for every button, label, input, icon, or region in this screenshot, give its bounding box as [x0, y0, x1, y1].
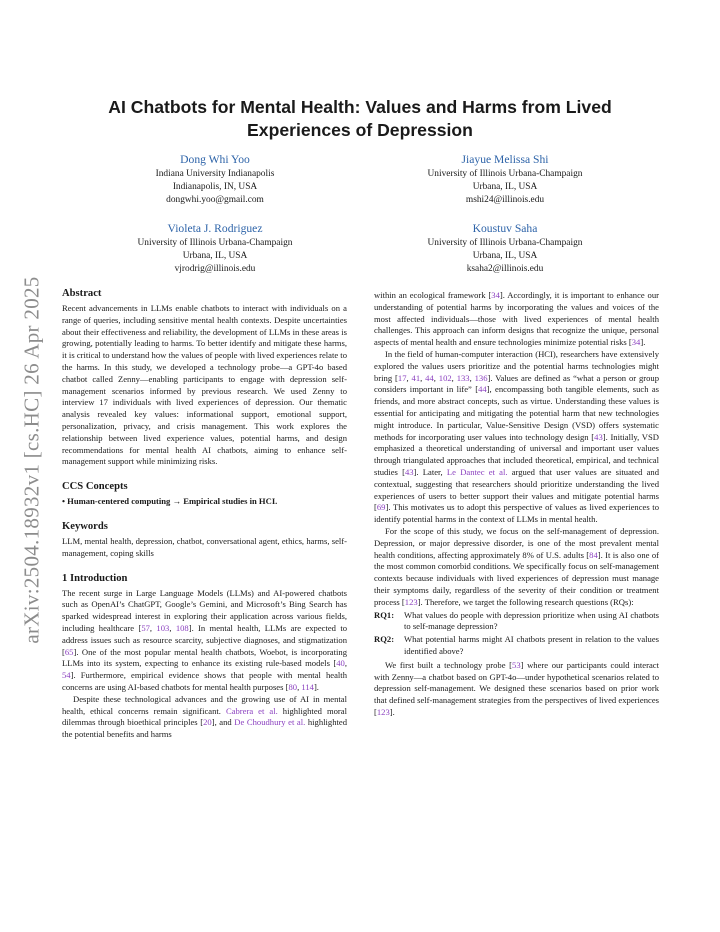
citation-link[interactable]: 54 — [62, 670, 71, 681]
rq-text: What potential harms might AI chatbots present in relation to the values identified above? — [404, 634, 659, 656]
rq-text: What values do people with depression prioritize when using AI chatbots to self-manage depression? — [404, 609, 659, 632]
author-name[interactable]: Dong Whi Yoo — [180, 153, 250, 166]
citation-link[interactable]: 65 — [64, 646, 74, 657]
citation-link[interactable]: 102 — [438, 372, 452, 383]
body-paragraph: within an ecological framework [34]. Accordingly, it is important to enhance our understanding of potential harms by incorporating the values and voices of the most affected individuals—those with lived experiences of mental health challenges. This approach can inform designs that recognize the unique, personal aspects of mental health and ensure technologies minimize potential risks [34]. — [374, 290, 659, 348]
citation-link[interactable]: 20 — [203, 717, 212, 728]
citation-link[interactable]: De Choudhury et al. — [234, 717, 306, 728]
citation-link[interactable]: 17 — [397, 372, 407, 383]
author-affiliation: University of Illinois Urbana-Champaign — [427, 238, 583, 248]
citation-link[interactable]: 84 — [589, 549, 598, 560]
author-name[interactable]: Koustuv Saha — [472, 222, 538, 235]
ccs-text: • Human-centered computing → Empirical studies in HCI. — [62, 496, 278, 507]
abstract-text: Recent advancements in LLMs enable chatbots to interact with individuals on a range of queries, including sensitive mental health contexts. Despite uncertainties about their effectiveness and reliability, the development of LLMs in these areas is growing, potentially leading to harms. To better identify and mitigate these harms, it is critical to understand how the values of people with lived experiences relate to the harms. In this study, we developed a technology probe—a GPT-4o based chatbot called Zenny—enabling participants to engage with depression self-management scenarios informed by previous research. We used Zenny to interview 17 individuals with lived experiences of depression. Our thematic analysis revealed key values: informational support, emotional support, personalization, privacy, and crisis management. This work explores the relationship between lived experience values, potential harms, and design recommendations for mental health AI chatbots, aiming to enhance self-management support while minimizing risks. — [62, 303, 347, 467]
author-email: vjrodrig@illinois.edu — [174, 264, 256, 274]
citation-link[interactable]: 44 — [425, 372, 434, 383]
ccs-heading: CCS Concepts — [62, 481, 128, 493]
body-paragraph: We first built a technology probe [53] where our participants could interact with Zenny—a chatbot based on GPT-4o—under hypothetical scenarios related to depression self-management. We designed these scenarios based on prior work that defined self-management strategies from the perspectives of lived experiences [123]. — [374, 659, 659, 717]
author-email: mshi24@illinois.edu — [465, 195, 545, 205]
author-block — [355, 221, 655, 276]
author-email: ksaha2@illinois.edu — [466, 264, 544, 274]
citation-link[interactable]: 123 — [376, 706, 390, 717]
citation-link[interactable]: 123 — [404, 596, 418, 607]
abstract-heading: Abstract — [62, 288, 102, 299]
citation-link[interactable]: Cabrera et al. — [225, 705, 278, 716]
author-email: dongwhi.yoo@gmail.com — [166, 195, 264, 205]
author-name[interactable]: Violeta J. Rodriguez — [167, 222, 263, 235]
intro-paragraph: The recent surge in Large Language Models (LLMs) and AI-powered chatbots such as OpenAI’s ChatGPT, Google’s Gemini, and Microsoft’s Bing Search has sparked widespread interest in exploring their application across various fields, including healthcare [57, 103, 108]. In mental health, LLMs are expected to address issues such as resource scarcity, subjective diagnoses, and stigmatization [65]. One of the most popular mental health chatbots, Woebot, is incorporating LLMs into its system, expecting to enhance its existing rule-based models [40, 54]. Furthermore, empirical evidence shows that people with mental health concerns are using AI-based chatbots for mental health purposes [80, 114]. — [62, 587, 348, 692]
citation-link[interactable]: 69 — [376, 502, 386, 513]
citation-link[interactable]: 41 — [411, 372, 421, 383]
citation-link[interactable]: 43 — [404, 466, 414, 477]
citation-link[interactable]: 136 — [474, 372, 488, 383]
author-location: Urbana, IL, USA — [472, 251, 538, 261]
author-block — [355, 152, 655, 207]
citation-link[interactable]: 40 — [336, 658, 345, 669]
citation-link[interactable]: 80 — [288, 681, 298, 692]
author-affiliation: University of Illinois Urbana-Champaign — [427, 169, 583, 179]
paper-title: AI Chatbots for Mental Health: Values and Harms from Lived Experiences of Depression — [108, 97, 612, 140]
citation-link[interactable]: 34 — [491, 290, 500, 300]
author-block — [65, 221, 365, 276]
citation-link[interactable]: 44 — [478, 384, 487, 395]
body-paragraph: In the field of human-computer interaction (HCI), researchers have extensively explored the values users prioritize and the potential harms technologies might bring [17, 41, 44, 102, 133, 136]. Values are defined as “what a person or group considers important in life” [44], encompassing both tangible elements, such as friends, and more abstract concepts, such as virtue. Understanding these values is essential for anticipating and mitigating the potential harm that new technologies might introduce. In particular, Value-Sensitive Design (VSD) offers systematic methods for incorporating user values into technology design [43]. Initially, VSD emphasized a theoretical understanding of universal and important user values through triangulated approaches that included theoretical, empirical, and technical studies [43]. Later, Le Dantec et al. argued that user values are situated and contextual, suggesting that researchers should prioritize understanding the lived experiences of users to better support their values and mitigate potential harms [69]. This motivates us to adopt this perspective of values as lived experiences to identify potential harms in the context of LLMs in mental health. — [374, 348, 660, 525]
citation-link[interactable]: 34 — [631, 337, 641, 348]
citation-link[interactable]: 103 — [156, 622, 170, 633]
research-question — [374, 634, 659, 658]
author-affiliation: University of Illinois Urbana-Champaign — [137, 238, 293, 248]
keywords-heading: Keywords — [62, 520, 108, 532]
citation-link[interactable]: 43 — [594, 431, 603, 442]
author-location: Indianapolis, IN, USA — [172, 182, 258, 192]
arxiv-side-label — [20, 250, 44, 670]
citation-link[interactable]: 108 — [175, 622, 189, 633]
author-name[interactable]: Jiayue Melissa Shi — [461, 153, 549, 166]
citation-link[interactable]: 114 — [301, 681, 314, 692]
author-location: Urbana, IL, USA — [472, 182, 538, 192]
citation-link[interactable]: 53 — [512, 659, 521, 670]
right-column — [374, 290, 659, 719]
citation-link[interactable]: 133 — [456, 372, 470, 383]
arxiv-id: arXiv:2504.18932v1 [cs.HC] 26 Apr 2025 — [19, 276, 44, 644]
keywords-text: LLM, mental health, depression, chatbot, conversational agent, ethics, harms, self-management, coping skills — [62, 535, 347, 558]
left-column — [62, 287, 347, 741]
citation-link[interactable]: Le Dantec et al. — [446, 466, 508, 477]
rq-label: RQ1: — [374, 609, 395, 620]
intro-paragraph: Despite these technological advances and the growing use of AI in mental health, ethical concerns remain significant. Cabrera et al. highlighted moral dilemmas through bioethical principles [20], and De Choudhury et al. highlighted the potential benefits and harms — [62, 693, 347, 740]
research-question — [374, 610, 659, 634]
rq-label: RQ2: — [374, 634, 395, 645]
citation-link[interactable]: 57 — [141, 622, 150, 633]
author-affiliation: Indiana University Indianapolis — [155, 169, 275, 179]
author-block — [65, 152, 365, 207]
body-paragraph: For the scope of this study, we focus on the self-management of depression. Depression, or major depressive disorder, is one of the most prevalent mental health conditions, affecting approximately 8% of U.S. adults [84]. It is also one of the most common comorbid conditions. We specifically focus on self-management contexts because individuals with lived experiences of depression must manage their symptoms daily, regardless of the severity of their condition or treatment process [123]. Therefore, we target the following research questions (RQs): — [374, 525, 659, 607]
intro-heading: 1 Introduction — [62, 572, 128, 584]
author-location: Urbana, IL, USA — [182, 251, 248, 261]
